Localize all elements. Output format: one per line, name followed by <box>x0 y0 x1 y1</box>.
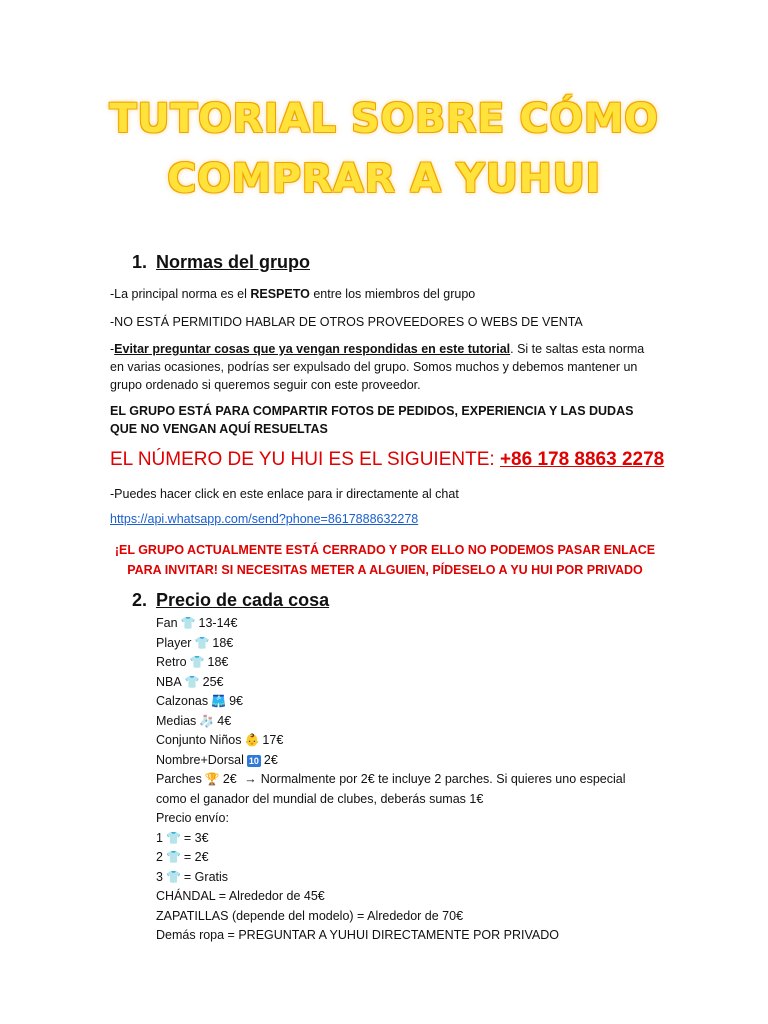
price-item <box>156 614 656 634</box>
patches-row <box>156 770 656 790</box>
rule-respect-pre: -La principal norma es el <box>110 287 251 301</box>
shipping-qty: 2 <box>156 850 163 864</box>
rule-avoid-rest: . Si te saltas esta norma en varias ocasiones, podrías ser expulsado del grupo. Somos muchos y debemos mantener un grupo ordenado si queremos seguir con este proveedor. <box>110 342 645 392</box>
item-price: 17€ <box>262 733 284 747</box>
phone-number-link[interactable]: +86 178 8863 2278 <box>499 449 665 470</box>
section-1-number: 1. <box>132 252 148 272</box>
title-line-1: TUTORIAL SOBRE CÓMO <box>109 96 659 142</box>
item-price: 4€ <box>217 713 232 728</box>
price-item <box>156 673 656 693</box>
rule-respect <box>110 285 660 303</box>
patches-label: Parches <box>156 772 202 786</box>
item-label: Conjunto Niños <box>156 733 242 747</box>
rule-avoid-questions <box>110 340 660 394</box>
item-label: Medias <box>156 713 197 728</box>
price-item <box>156 653 656 673</box>
item-price: 25€ <box>202 674 224 689</box>
shipping-price: = 3€ <box>183 830 209 845</box>
item-price: 2€ <box>263 752 278 767</box>
item-price: 13-14€ <box>198 616 238 630</box>
sneakers-price: ZAPATILLAS (depende del modelo) = Alrededor de 70€ <box>156 908 464 923</box>
other-clothing-note: Demás ropa = PREGUNTAR A YUHUI DIRECTAMENTE POR PRIVADO <box>156 928 559 942</box>
item-label: Calzonas <box>156 694 209 708</box>
jersey-icon: 👕 <box>165 869 181 884</box>
shipping-row <box>156 829 656 849</box>
price-item <box>156 692 656 712</box>
price-list <box>156 614 656 946</box>
price-item <box>156 634 656 654</box>
shipping-row <box>156 868 656 888</box>
sock-icon: 🧦 <box>199 713 215 728</box>
ten-icon: 10 <box>248 755 259 766</box>
patches-note-line-2: como el ganador del mundial de clubes, deberás sumas 1€ <box>156 791 484 806</box>
jersey-icon: 👕 <box>180 616 196 630</box>
patches-price: 2€ <box>222 772 237 786</box>
shipping-qty: 1 <box>156 830 163 845</box>
whatsapp-link[interactable]: https://api.whatsapp.com/send?phone=8617888632278 <box>110 512 419 526</box>
chat-hint: -Puedes hacer click en este enlace para ir directamente al chat <box>110 487 459 501</box>
section-2-title: Precio de cada cosa <box>156 590 330 610</box>
item-price: 9€ <box>229 694 243 708</box>
item-price: 18€ <box>212 635 234 650</box>
item-label: Player <box>156 635 192 650</box>
item-label: Fan <box>156 616 178 630</box>
item-label: Nombre+Dorsal <box>156 752 244 767</box>
jersey-icon: 👕 <box>165 830 181 845</box>
shorts-icon: 🩳 <box>211 694 227 708</box>
shipping-row <box>156 848 656 868</box>
price-item <box>156 751 656 771</box>
item-label: Retro <box>156 655 187 669</box>
rule-avoid-bold: Evitar preguntar cosas que ya vengan respondidas en este tutorial <box>114 342 511 356</box>
trophy-icon: 🏆 <box>204 772 220 786</box>
shipping-price: = Gratis <box>183 869 229 884</box>
baby-icon: 👶 <box>244 733 260 747</box>
section-1-heading <box>132 252 310 273</box>
price-item <box>156 731 656 751</box>
tracksuit-price: CHÁNDAL = Alrededor de 45€ <box>156 889 325 903</box>
title-line-2: COMPRAR A YUHUI <box>167 156 601 202</box>
price-item <box>156 712 656 732</box>
jersey-icon: 👕 <box>165 850 181 864</box>
group-purpose: EL GRUPO ESTÁ PARA COMPARTIR FOTOS DE PEDIDOS, EXPERIENCIA Y LAS DUDAS QUE NO VENGAN AQUÍ RESUELTAS <box>110 404 634 436</box>
jersey-icon: 👕 <box>189 655 205 669</box>
section-1-title: Normas del grupo <box>156 252 311 272</box>
item-price: 18€ <box>207 655 229 669</box>
arrow-right-icon: → <box>244 772 257 786</box>
rule-no-competitors: -NO ESTÁ PERMITIDO HABLAR DE OTROS PROVEEDORES O WEBS DE VENTA <box>110 315 583 329</box>
item-label: NBA <box>156 674 182 689</box>
section-2-heading <box>132 590 329 611</box>
group-closed-notice: ¡EL GRUPO ACTUALMENTE ESTÁ CERRADO Y POR ELLO NO PODEMOS PASAR ENLACE PARA INVITAR! SI NECESITAS METER A ALGUIEN, PÍDESELO A YU HUI POR PRIVADO <box>114 543 656 577</box>
phone-label: EL NÚMERO DE YU HUI ES EL SIGUIENTE: <box>110 449 500 470</box>
section-2-number: 2. <box>132 590 148 610</box>
rule-respect-bold: RESPETO <box>250 287 310 301</box>
rule-avoid-dash: - <box>110 342 115 356</box>
rule-respect-post: entre los miembros del grupo <box>309 287 476 301</box>
patches-note-line-1: Normalmente por 2€ te incluye 2 parches. Si quieres uno especial <box>260 772 626 786</box>
shipping-title: Precio envío: <box>156 811 229 825</box>
jersey-icon: 👕 <box>194 635 210 650</box>
shipping-qty: 3 <box>156 869 163 884</box>
shipping-price: = 2€ <box>183 850 209 864</box>
phone-line <box>110 449 664 471</box>
jersey-icon: 👕 <box>184 674 200 689</box>
